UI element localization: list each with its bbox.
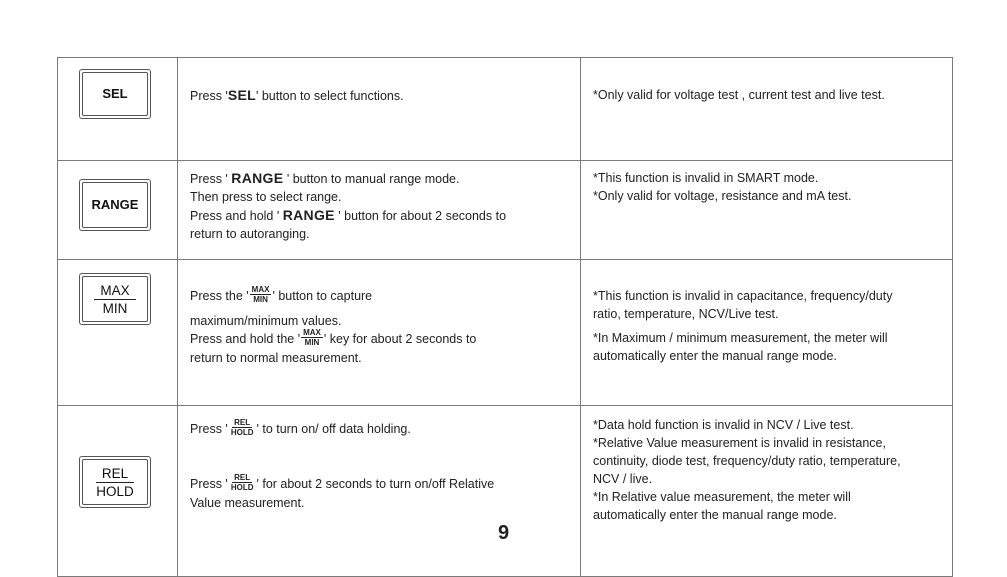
table-row-range — [58, 161, 953, 260]
relhold-fraction-icon: $\frac{\text{REL}}{\text{HOLD}}$ — [230, 418, 254, 438]
page-number: 9 — [497, 522, 510, 544]
description-cell: Press 'SEL' button to select functions. — [178, 58, 581, 161]
note-line: *Only valid for voltage test , current test and live test. — [593, 88, 885, 102]
note-line: *This function is invalid in capacitance, frequency/duty — [593, 289, 893, 303]
key-cell — [58, 406, 178, 577]
maxmin-fraction-icon: $\frac{\text{MAX}}{\text{MIN}}$ — [303, 328, 321, 348]
key-cell — [58, 260, 178, 406]
key-label: SEL — [102, 86, 128, 101]
note-line: *Data hold function is invalid in NCV / Live test. — [593, 418, 854, 432]
key-label-top: REL — [96, 466, 134, 483]
description-line: Press and hold the ' $\frac{\text{MAX}}{\text{MIN}}$ ' key for about 2 seconds to — [190, 328, 477, 348]
description-line: return to normal measurement. — [190, 351, 362, 366]
notes-cell — [581, 161, 953, 260]
key-cell — [58, 58, 178, 161]
key-label-bottom: MIN — [102, 300, 128, 316]
note-line: continuity, diode test, frequency/duty ratio, temperature, — [593, 454, 901, 468]
note-line: ratio, temperature, NCV/Live test. — [593, 307, 779, 321]
note-line: automatically enter the manual range mode. — [593, 508, 837, 522]
notes-cell — [581, 260, 953, 406]
description-line: Value measurement. — [190, 496, 305, 511]
notes-cell — [581, 58, 953, 161]
description-line: Press ' $\frac{\text{REL}}{\text{HOLD}}$ ' for about 2 seconds to turn on/off Relative — [190, 473, 495, 493]
description-line: return to autoranging. — [190, 227, 310, 241]
description-cell — [178, 161, 581, 260]
description-line: maximum/minimum values. — [190, 314, 342, 329]
sel-key-icon — [79, 69, 151, 119]
note-line: *In Maximum / minimum measurement, the meter will — [593, 331, 888, 345]
key-cell — [58, 161, 178, 260]
note-line: NCV / live. — [593, 472, 653, 486]
maxmin-fraction-icon: $\frac{\text{MAX}}{\text{MIN}}$ — [251, 285, 270, 305]
table-row-maxmin — [58, 260, 953, 406]
table-row-relhold — [58, 406, 953, 577]
note-line: automatically enter the manual range mode. — [593, 349, 837, 363]
button-function-table — [57, 57, 953, 577]
description-cell — [178, 406, 581, 577]
relhold-fraction-icon: $\frac{\text{REL}}{\text{HOLD}}$ — [230, 473, 254, 493]
note-line: *Relative Value measurement is invalid in resistance, — [593, 436, 886, 450]
description-line: Then press to select range. — [190, 190, 342, 204]
key-name-inline: SEL — [227, 87, 256, 103]
key-label-top: MAX — [94, 283, 135, 300]
range-key-icon — [79, 179, 151, 231]
description-line: Press ' RANGE ' button to manual range mode. — [190, 170, 460, 186]
key-label-bottom: HOLD — [96, 483, 134, 499]
table-row-sel — [58, 58, 953, 161]
relhold-key-icon — [79, 456, 151, 508]
description-line: Press ' $\frac{\text{REL}}{\text{HOLD}}$ ' to turn on/ off data holding. — [190, 418, 411, 438]
description-cell — [178, 260, 581, 406]
description-line: Press and hold ' RANGE ' button for about 2 seconds to — [190, 207, 507, 223]
description-line: Press the ' $\frac{\text{MAX}}{\text{MIN}}$ ' button to capture — [190, 285, 373, 305]
maxmin-key-icon — [79, 273, 151, 325]
note-line: *In Relative value measurement, the meter will — [593, 490, 851, 504]
note-line: *Only valid for voltage, resistance and mA test. — [593, 189, 852, 203]
notes-cell — [581, 406, 953, 577]
note-line: *This function is invalid in SMART mode. — [593, 171, 819, 185]
key-label: RANGE — [91, 197, 139, 212]
